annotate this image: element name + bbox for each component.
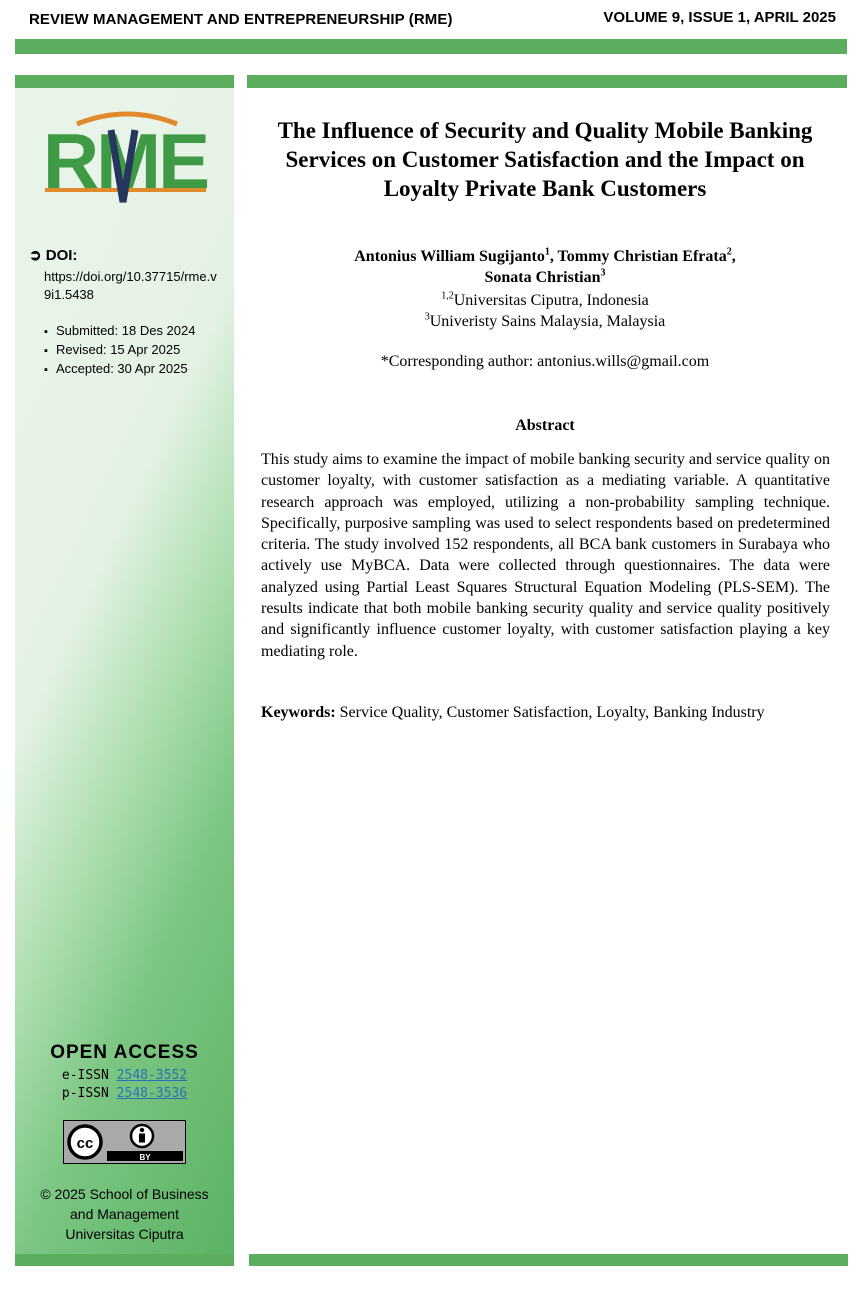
rme-logo (43, 110, 208, 205)
issue-info: VOLUME 9, ISSUE 1, APRIL 2025 (603, 9, 836, 26)
doi-link[interactable]: https://doi.org/10.37715/rme.v9i1.5438 (44, 269, 217, 302)
affiliation-1: $^{1,2}$Universitas Ciputra, Indonesia (441, 290, 649, 309)
accepted-date: ▪ Accepted: 30 Apr 2025 (44, 360, 195, 379)
sidebar-bottom-divider (15, 1254, 234, 1266)
abstract-text: This study aims to examine the impact of mobile banking security and service quality on customer loyalty, with customer satisfaction as a mediating variable. A quantitative research approach was employed, utilizing a non-probability sampling technique. Specifically, purposive sampling was used to select respondents based on predetermined criteria. The study involved 152 respondents, all BCA bank customers in Surabaya who actively use MyBCA. Data were collected through questionnaires. The data were analyzed using Partial Least Squares Structural Equation Modeling (PLS-SEM). The results indicate that both mobile banking security quality and service quality positively and significantly influence customer loyalty, with customer satisfaction playing a key mediating role. (261, 451, 830, 660)
doi-label: ➲ DOI: (29, 247, 78, 264)
abstract-heading: Abstract (515, 417, 575, 434)
corresponding-author: *Corresponding author: antonius.wills@gmail.com (380, 353, 710, 370)
keywords-list: Service Quality, Customer Satisfaction, Loyalty, Banking Industry (339, 704, 765, 721)
author-name: Antonius William Sugijanto (354, 248, 545, 265)
revised-date: ▪ Revised: 15 Apr 2025 (44, 341, 195, 360)
pissn-line: p-ISSN 2548-3536 (61, 1086, 188, 1101)
open-access-label: OPEN ACCESS (50, 1042, 199, 1063)
paper-title: The Influence of Security and Quality Mobile Banking Services on Customer Satisfaction and the Impact on Loyalty Private Bank Customers (277, 118, 813, 201)
keywords (261, 702, 830, 724)
author-list: Antonius William Sugijanto$^1$, Tommy Christian Efrata$^2$, Sonata Christian$^3$ (354, 246, 736, 286)
svg-text:BY: BY (139, 1153, 151, 1162)
affiliation-2: $^3$Univeristy Sains Malaysia, Malaysia (424, 311, 666, 330)
keywords-label: Keywords: (261, 704, 336, 721)
submitted-date: ▪ Submitted: 18 Des 2024 (44, 322, 195, 341)
header-divider (15, 39, 847, 54)
author-name: Sonata Christian (484, 269, 601, 286)
main-top-divider (247, 75, 847, 88)
publication-dates (44, 322, 195, 379)
copyright-notice: © 2025 School of Business and Management Universitas Ciputra (40, 1186, 209, 1242)
sidebar-top-divider (15, 75, 234, 88)
author-name: Tommy Christian Efrata (557, 248, 727, 265)
pissn-link[interactable]: 2548-3536 (116, 1086, 188, 1101)
journal-name: REVIEW MANAGEMENT AND ENTREPRENEURSHIP (RME) (29, 11, 453, 28)
svg-text:cc: cc (76, 1135, 94, 1152)
main-bottom-divider (249, 1254, 848, 1266)
arrow-return-icon: ➲ (29, 247, 42, 264)
svg-text:RME: RME (43, 117, 208, 205)
eissn-link[interactable]: 2548-3552 (116, 1068, 188, 1083)
cc-by-license-icon (63, 1120, 186, 1164)
eissn-line: e-ISSN 2548-3552 (61, 1068, 188, 1083)
